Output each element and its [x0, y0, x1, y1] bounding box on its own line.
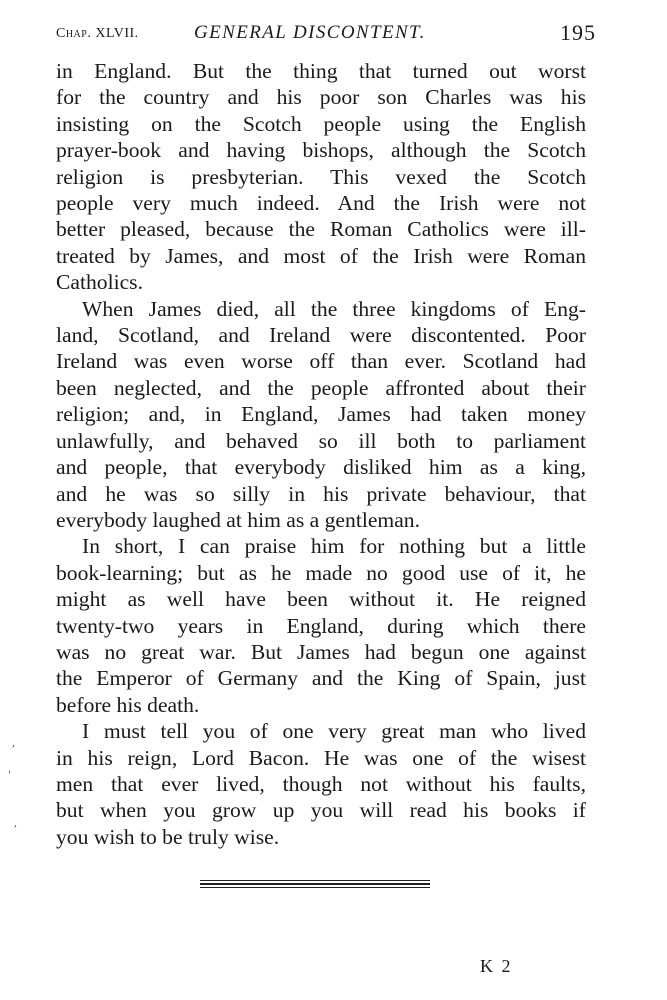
text-line: I must tell you of one very great man who lived [82, 719, 586, 744]
text-line: for the country and his poor son Charles was his [56, 85, 586, 110]
text-line: everybody laughed at him as a gentleman. [56, 507, 420, 532]
end-rule-middle [200, 883, 430, 885]
text-line: Ireland was even worse off than ever. Scotland had [56, 349, 586, 374]
text-line: in his reign, Lord Bacon. He was one of the wisest [56, 745, 586, 770]
margin-mark: , [14, 818, 18, 829]
text-line: the Emperor of Germany and the King of Spain, just [56, 666, 586, 691]
text-line: book-learning; but as he made no good use of it, he [56, 560, 586, 585]
signature-mark: K 2 [480, 956, 513, 976]
end-rule-top [200, 880, 430, 881]
text-line: before his death. [56, 692, 200, 717]
text-line: treated by James, and most of the Irish were Roman [56, 243, 586, 268]
text-line: you wish to be truly wise. [56, 824, 280, 849]
text-line: unlawfully, and behaved so ill both to parliament [56, 428, 586, 453]
running-header [56, 22, 596, 48]
text-line: in England. But the thing that turned out worst [56, 59, 586, 83]
text-line: men that ever lived, though not without his faults, [56, 771, 586, 796]
text-line: people very much indeed. And the Irish were not [56, 191, 586, 216]
text-line: land, Scotland, and Ireland were discontented. Poor [56, 323, 586, 348]
running-title: GENERAL DISCONTENT. [194, 22, 426, 43]
text-line: In short, I can praise him for nothing but a little [82, 534, 586, 559]
text-line: and people, that everybody disliked him as a king, [56, 455, 586, 480]
text-line: twenty-two years in England, during which there [56, 613, 586, 638]
text-line: and he was so silly in his private behaviour, that [56, 481, 586, 506]
end-rule-bottom [200, 887, 430, 888]
text-line: been neglected, and the people affronted about their [56, 375, 586, 400]
margin-mark: ' [8, 770, 11, 781]
text-line: prayer-book and having bishops, although the Scotch [56, 138, 586, 163]
text-line: better pleased, because the Roman Catholics were ill- [56, 217, 586, 242]
text-line: religion is presbyterian. This vexed the Scotch [56, 164, 586, 189]
margin-mark: , [12, 738, 16, 749]
text-line: When James died, all the three kingdoms of Eng- [82, 296, 586, 321]
text-line: Catholics. [56, 270, 143, 295]
text-line: insisting on the Scotch people using the English [56, 111, 586, 136]
text-line: religion; and, in England, James had taken money [56, 402, 586, 427]
text-line: was no great war. But James had begun one against [56, 639, 586, 664]
chapter-label: Chap. XLVII. [56, 26, 139, 41]
page-number: 195 [560, 20, 596, 45]
text-line: but when you grow up you will read his books if [56, 798, 586, 823]
text-line: might as well have been without it. He reigned [56, 587, 586, 612]
body-text [56, 58, 586, 850]
